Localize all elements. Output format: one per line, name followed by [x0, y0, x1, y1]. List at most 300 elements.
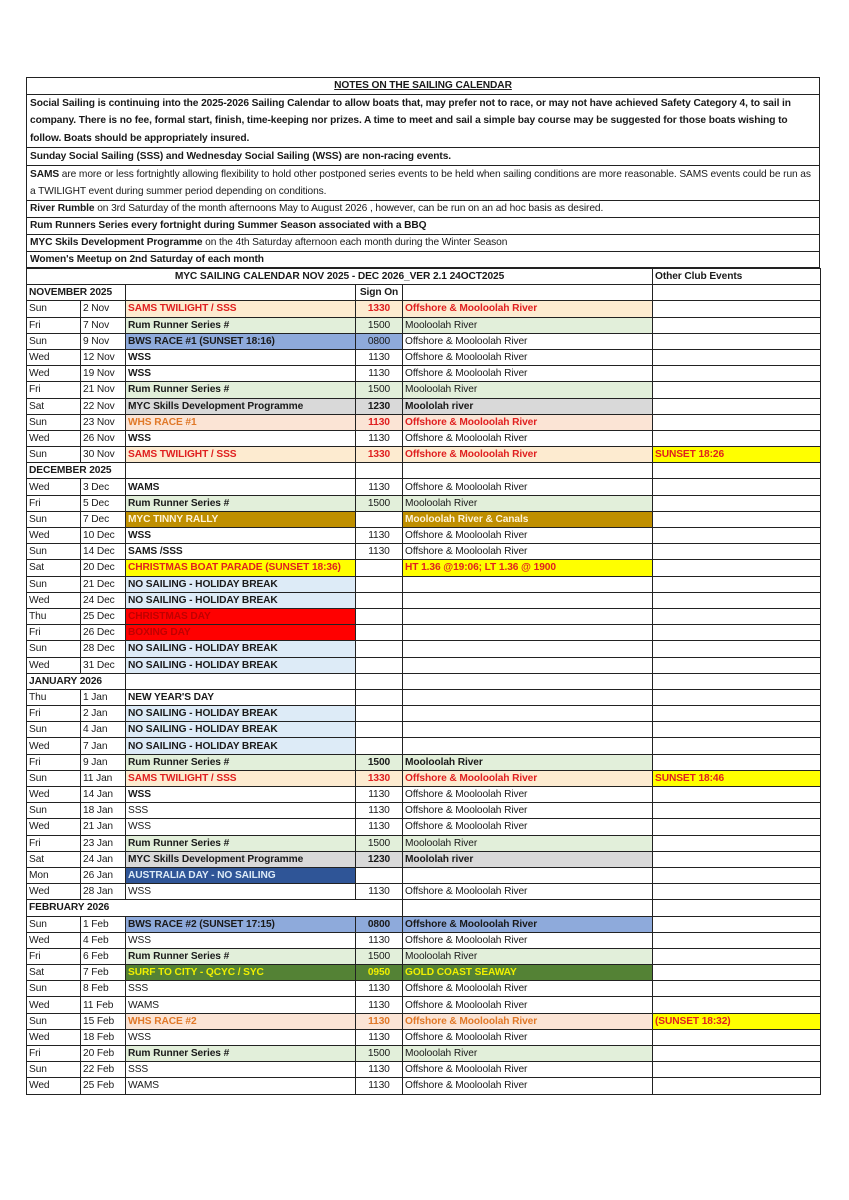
- event-cell: SSS: [126, 803, 356, 819]
- day-cell: Wed: [27, 479, 81, 495]
- day-cell: Fri: [27, 382, 81, 398]
- other-club-event-cell: [653, 706, 821, 722]
- other-club-event-cell: [653, 333, 821, 349]
- other-club-event-cell: SUNSET 18:46: [653, 770, 821, 786]
- sign-on-cell: 1130: [356, 479, 403, 495]
- location-cell: Offshore & Mooloolah River: [403, 1078, 653, 1094]
- date-cell: 11 Jan: [81, 770, 126, 786]
- day-cell: Thu: [27, 608, 81, 624]
- sign-on-cell: 1130: [356, 932, 403, 948]
- calendar-row: [27, 819, 821, 835]
- day-cell: Wed: [27, 366, 81, 382]
- sign-on-cell: 1230: [356, 851, 403, 867]
- day-cell: Sun: [27, 981, 81, 997]
- event-cell: WSS: [126, 366, 356, 382]
- sign-on-cell: 1130: [356, 1062, 403, 1078]
- sign-on-cell: [356, 625, 403, 641]
- event-cell: Rum Runner Series #: [126, 495, 356, 511]
- day-cell: Sat: [27, 398, 81, 414]
- location-cell: Mooloolah River: [403, 382, 653, 398]
- calendar-row: [27, 511, 821, 527]
- date-cell: 1 Jan: [81, 689, 126, 705]
- location-cell: Offshore & Mooloolah River: [403, 366, 653, 382]
- month-header-row: [27, 285, 821, 301]
- location-cell: GOLD COAST SEAWAY: [403, 965, 653, 981]
- calendar-row: [27, 333, 821, 349]
- event-cell: AUSTRALIA DAY - NO SAILING: [126, 867, 356, 883]
- day-cell: Wed: [27, 592, 81, 608]
- day-cell: Sun: [27, 803, 81, 819]
- sign-on-cell: 1130: [356, 430, 403, 446]
- date-cell: 31 Dec: [81, 657, 126, 673]
- other-club-events-header: Other Club Events: [653, 269, 821, 285]
- day-cell: Sat: [27, 851, 81, 867]
- day-cell: Wed: [27, 884, 81, 900]
- calendar-row: [27, 787, 821, 803]
- sign-on-header: Sign On: [356, 285, 403, 301]
- calendar-row: [27, 382, 821, 398]
- calendar-row: [27, 981, 821, 997]
- date-cell: 21 Jan: [81, 819, 126, 835]
- date-cell: 23 Jan: [81, 835, 126, 851]
- event-cell: MYC TINNY RALLY: [126, 511, 356, 527]
- empty-cell: [356, 673, 403, 689]
- date-cell: 22 Feb: [81, 1062, 126, 1078]
- calendar-row: [27, 641, 821, 657]
- calendar-row: [27, 592, 821, 608]
- date-cell: 19 Nov: [81, 366, 126, 382]
- other-club-event-cell: [653, 366, 821, 382]
- other-club-event-cell: [653, 301, 821, 317]
- calendar-row: [27, 803, 821, 819]
- day-cell: Fri: [27, 948, 81, 964]
- location-cell: Mooloolah River: [403, 495, 653, 511]
- other-club-event-cell: (SUNSET 18:32): [653, 1013, 821, 1029]
- location-cell: Offshore & Mooloolah River: [403, 333, 653, 349]
- date-cell: 7 Dec: [81, 511, 126, 527]
- day-cell: Sun: [27, 722, 81, 738]
- empty-cell: [653, 673, 821, 689]
- location-cell: Offshore & Mooloolah River: [403, 884, 653, 900]
- event-cell: MYC Skills Development Programme: [126, 398, 356, 414]
- location-cell: Offshore & Mooloolah River: [403, 349, 653, 365]
- day-cell: Sun: [27, 333, 81, 349]
- sign-on-cell: 1130: [356, 414, 403, 430]
- calendar-row: [27, 560, 821, 576]
- calendar-title: MYC SAILING CALENDAR NOV 2025 - DEC 2026_VER 2.1 24OCT2025: [27, 269, 653, 285]
- calendar-row: [27, 884, 821, 900]
- date-cell: 14 Jan: [81, 787, 126, 803]
- day-cell: Wed: [27, 349, 81, 365]
- location-cell: [403, 592, 653, 608]
- date-cell: 2 Nov: [81, 301, 126, 317]
- note-river-rumble: [27, 201, 819, 218]
- location-cell: Offshore & Mooloolah River: [403, 301, 653, 317]
- other-club-event-cell: [653, 738, 821, 754]
- month-header: DECEMBER 2025: [27, 463, 126, 479]
- calendar-row: [27, 738, 821, 754]
- day-cell: Wed: [27, 528, 81, 544]
- date-cell: 18 Feb: [81, 1029, 126, 1045]
- empty-cell: [126, 673, 356, 689]
- location-cell: [403, 576, 653, 592]
- location-cell: [403, 608, 653, 624]
- other-club-event-cell: [653, 592, 821, 608]
- day-cell: Fri: [27, 495, 81, 511]
- empty-cell: [403, 463, 653, 479]
- calendar-row: [27, 447, 821, 463]
- date-cell: 20 Feb: [81, 1046, 126, 1062]
- calendar-row: [27, 1046, 821, 1062]
- note-river-rumble-label: River Rumble: [30, 203, 95, 214]
- date-cell: 7 Feb: [81, 965, 126, 981]
- notes-title: NOTES ON THE SAILING CALENDAR: [27, 78, 819, 95]
- location-cell: Offshore & Mooloolah River: [403, 447, 653, 463]
- calendar-row: [27, 948, 821, 964]
- calendar-row: [27, 576, 821, 592]
- note-womens-meetup: Women's Meetup on 2nd Saturday of each month: [27, 252, 819, 268]
- sign-on-cell: [356, 560, 403, 576]
- day-cell: Wed: [27, 657, 81, 673]
- date-cell: 10 Dec: [81, 528, 126, 544]
- date-cell: 4 Feb: [81, 932, 126, 948]
- event-cell: WSS: [126, 819, 356, 835]
- sign-on-cell: 1500: [356, 382, 403, 398]
- other-club-event-cell: [653, 414, 821, 430]
- sign-on-cell: [356, 722, 403, 738]
- other-club-event-cell: [653, 560, 821, 576]
- date-cell: 9 Nov: [81, 333, 126, 349]
- date-cell: 24 Dec: [81, 592, 126, 608]
- day-cell: Mon: [27, 867, 81, 883]
- calendar-row: [27, 835, 821, 851]
- day-cell: Fri: [27, 625, 81, 641]
- date-cell: 26 Dec: [81, 625, 126, 641]
- other-club-event-cell: [653, 657, 821, 673]
- other-club-event-cell: [653, 835, 821, 851]
- event-cell: NO SAILING - HOLIDAY BREAK: [126, 576, 356, 592]
- calendar-row: [27, 706, 821, 722]
- note-sss-wss: Sunday Social Sailing (SSS) and Wednesday Social Sailing (WSS) are non-racing events.: [27, 148, 819, 166]
- month-header: JANUARY 2026: [27, 673, 126, 689]
- other-club-event-cell: [653, 317, 821, 333]
- sign-on-cell: 1130: [356, 1013, 403, 1029]
- event-cell: SAMS /SSS: [126, 544, 356, 560]
- month-header-row: [27, 673, 821, 689]
- location-cell: Offshore & Mooloolah River: [403, 981, 653, 997]
- empty-cell: [403, 900, 653, 916]
- location-cell: Mooloolah River: [403, 835, 653, 851]
- location-cell: Moololah river: [403, 851, 653, 867]
- location-cell: Moololah river: [403, 398, 653, 414]
- sign-on-cell: [356, 592, 403, 608]
- other-club-event-cell: [653, 981, 821, 997]
- date-cell: 15 Feb: [81, 1013, 126, 1029]
- other-club-event-cell: [653, 722, 821, 738]
- sign-on-cell: 1500: [356, 835, 403, 851]
- other-club-event-cell: [653, 819, 821, 835]
- date-cell: 8 Feb: [81, 981, 126, 997]
- day-cell: Sun: [27, 1013, 81, 1029]
- event-cell: NO SAILING - HOLIDAY BREAK: [126, 706, 356, 722]
- other-club-event-cell: [653, 965, 821, 981]
- event-cell: NO SAILING - HOLIDAY BREAK: [126, 738, 356, 754]
- day-cell: Fri: [27, 835, 81, 851]
- location-cell: Offshore & Mooloolah River: [403, 544, 653, 560]
- event-cell: SAMS TWILIGHT / SSS: [126, 770, 356, 786]
- sign-on-cell: 1500: [356, 495, 403, 511]
- location-cell: [403, 657, 653, 673]
- calendar-row: [27, 317, 821, 333]
- location-cell: Mooloolah River & Canals: [403, 511, 653, 527]
- date-cell: 5 Dec: [81, 495, 126, 511]
- sign-on-cell: 1500: [356, 948, 403, 964]
- sign-on-cell: 0800: [356, 916, 403, 932]
- event-cell: Rum Runner Series #: [126, 1046, 356, 1062]
- date-cell: 14 Dec: [81, 544, 126, 560]
- sign-on-cell: [356, 608, 403, 624]
- date-cell: 9 Jan: [81, 754, 126, 770]
- date-cell: 7 Nov: [81, 317, 126, 333]
- other-club-event-cell: [653, 608, 821, 624]
- event-cell: NEW YEAR'S DAY: [126, 689, 356, 705]
- sign-on-cell: [356, 511, 403, 527]
- other-club-event-cell: [653, 1029, 821, 1045]
- note-social-sailing: Social Sailing is continuing into the 2025-2026 Sailing Calendar to allow boats that, may prefer not to race, or may not have achieved Safety Category 4, to sail in company. There is no fee, formal start, finish, time-keeping nor prizes. A time to meet and sail a simple bay course may be suggested for those boats wishing to follow. Boats should be appropriately insured.: [27, 95, 819, 148]
- sign-on-cell: 1500: [356, 1046, 403, 1062]
- calendar-row: [27, 1013, 821, 1029]
- date-cell: 18 Jan: [81, 803, 126, 819]
- note-myc-skils-text: on the 4th Saturday afternoon each month during the Winter Season: [202, 237, 508, 248]
- event-cell: NO SAILING - HOLIDAY BREAK: [126, 592, 356, 608]
- calendar-row: [27, 495, 821, 511]
- other-club-event-cell: [653, 948, 821, 964]
- location-cell: [403, 738, 653, 754]
- day-cell: Wed: [27, 430, 81, 446]
- day-cell: Fri: [27, 1046, 81, 1062]
- date-cell: 7 Jan: [81, 738, 126, 754]
- event-cell: CHRISTMAS BOAT PARADE (SUNSET 18:36): [126, 560, 356, 576]
- event-cell: Rum Runner Series #: [126, 835, 356, 851]
- day-cell: Sun: [27, 641, 81, 657]
- day-cell: Sun: [27, 511, 81, 527]
- location-cell: Offshore & Mooloolah River: [403, 1013, 653, 1029]
- sign-on-cell: 1130: [356, 819, 403, 835]
- location-cell: Mooloolah River: [403, 1046, 653, 1062]
- month-header-row: [27, 900, 821, 916]
- other-club-event-cell: [653, 932, 821, 948]
- location-cell: Offshore & Mooloolah River: [403, 916, 653, 932]
- other-club-event-cell: [653, 495, 821, 511]
- day-cell: Fri: [27, 754, 81, 770]
- calendar-row: [27, 1029, 821, 1045]
- event-cell: WHS RACE #2: [126, 1013, 356, 1029]
- other-club-event-cell: [653, 528, 821, 544]
- other-club-event-cell: [653, 754, 821, 770]
- date-cell: 28 Dec: [81, 641, 126, 657]
- sign-on-cell: [356, 657, 403, 673]
- event-cell: MYC Skills Development Programme: [126, 851, 356, 867]
- calendar-row: [27, 754, 821, 770]
- day-cell: Fri: [27, 706, 81, 722]
- other-club-event-cell: [653, 382, 821, 398]
- location-cell: Offshore & Mooloolah River: [403, 997, 653, 1013]
- day-cell: Wed: [27, 738, 81, 754]
- calendar-row: [27, 1062, 821, 1078]
- calendar-row: [27, 916, 821, 932]
- calendar-row: [27, 722, 821, 738]
- calendar-row: [27, 867, 821, 883]
- month-header-row: [27, 463, 821, 479]
- event-cell: Rum Runner Series #: [126, 382, 356, 398]
- day-cell: Sat: [27, 560, 81, 576]
- event-cell: WSS: [126, 787, 356, 803]
- note-sams: [27, 166, 819, 201]
- other-club-event-cell: SUNSET 18:26: [653, 447, 821, 463]
- day-cell: Sun: [27, 916, 81, 932]
- event-cell: WSS: [126, 1029, 356, 1045]
- date-cell: 28 Jan: [81, 884, 126, 900]
- calendar-row: [27, 997, 821, 1013]
- date-cell: 26 Nov: [81, 430, 126, 446]
- other-club-event-cell: [653, 1046, 821, 1062]
- day-cell: Wed: [27, 997, 81, 1013]
- sign-on-cell: 1130: [356, 1029, 403, 1045]
- sailing-calendar-sheet: [26, 77, 820, 1095]
- notes-section: [26, 77, 820, 268]
- location-cell: Offshore & Mooloolah River: [403, 819, 653, 835]
- event-cell: SAMS TWILIGHT / SSS: [126, 447, 356, 463]
- other-club-event-cell: [653, 349, 821, 365]
- location-cell: Offshore & Mooloolah River: [403, 1062, 653, 1078]
- empty-cell: [653, 900, 821, 916]
- sign-on-cell: 1130: [356, 528, 403, 544]
- event-cell: Rum Runner Series #: [126, 317, 356, 333]
- location-cell: [403, 867, 653, 883]
- empty-cell: [403, 285, 653, 301]
- sign-on-cell: 1130: [356, 1078, 403, 1094]
- sign-on-cell: 1500: [356, 754, 403, 770]
- note-rum-runners: Rum Runners Series every fortnight during Summer Season associated with a BBQ: [27, 218, 819, 235]
- other-club-event-cell: [653, 511, 821, 527]
- date-cell: 4 Jan: [81, 722, 126, 738]
- date-cell: 23 Nov: [81, 414, 126, 430]
- other-club-event-cell: [653, 398, 821, 414]
- sign-on-cell: 1130: [356, 787, 403, 803]
- event-cell: WSS: [126, 528, 356, 544]
- event-cell: Rum Runner Series #: [126, 948, 356, 964]
- date-cell: 21 Dec: [81, 576, 126, 592]
- other-club-event-cell: [653, 430, 821, 446]
- calendar-row: [27, 625, 821, 641]
- location-cell: Offshore & Mooloolah River: [403, 932, 653, 948]
- event-cell: SSS: [126, 1062, 356, 1078]
- location-cell: Mooloolah River: [403, 948, 653, 964]
- note-sams-label: SAMS: [30, 169, 60, 180]
- other-club-event-cell: [653, 625, 821, 641]
- date-cell: 25 Dec: [81, 608, 126, 624]
- note-sams-text: are more or less fortnightly allowing flexibility to hold other postponed series events to be held when sailing conditions are more reasonable. SAMS events could be run as a TWILIGHT event during summer period depending on conditions.: [30, 169, 811, 197]
- event-cell: BOXING DAY: [126, 625, 356, 641]
- date-cell: 11 Feb: [81, 997, 126, 1013]
- other-club-event-cell: [653, 576, 821, 592]
- calendar-row: [27, 689, 821, 705]
- event-cell: WSS: [126, 349, 356, 365]
- location-cell: Offshore & Mooloolah River: [403, 803, 653, 819]
- date-cell: 1 Feb: [81, 916, 126, 932]
- sign-on-cell: [356, 689, 403, 705]
- calendar-row: [27, 932, 821, 948]
- date-cell: 2 Jan: [81, 706, 126, 722]
- day-cell: Wed: [27, 1029, 81, 1045]
- day-cell: Wed: [27, 932, 81, 948]
- day-cell: Wed: [27, 787, 81, 803]
- location-cell: Offshore & Mooloolah River: [403, 479, 653, 495]
- location-cell: [403, 706, 653, 722]
- event-cell: NO SAILING - HOLIDAY BREAK: [126, 641, 356, 657]
- other-club-event-cell: [653, 803, 821, 819]
- day-cell: Sun: [27, 414, 81, 430]
- location-cell: [403, 689, 653, 705]
- empty-cell: [653, 463, 821, 479]
- event-cell: WAMS: [126, 1078, 356, 1094]
- event-cell: NO SAILING - HOLIDAY BREAK: [126, 657, 356, 673]
- date-cell: 21 Nov: [81, 382, 126, 398]
- other-club-event-cell: [653, 544, 821, 560]
- sign-on-cell: 0800: [356, 333, 403, 349]
- sign-on-cell: 0950: [356, 965, 403, 981]
- sign-on-cell: 1330: [356, 770, 403, 786]
- sign-on-cell: 1130: [356, 981, 403, 997]
- date-cell: 6 Feb: [81, 948, 126, 964]
- event-cell: SAMS TWILIGHT / SSS: [126, 301, 356, 317]
- event-cell: BWS RACE #2 (SUNSET 17:15): [126, 916, 356, 932]
- sign-on-cell: 1230: [356, 398, 403, 414]
- sign-on-cell: 1130: [356, 349, 403, 365]
- day-cell: Sun: [27, 544, 81, 560]
- date-cell: 24 Jan: [81, 851, 126, 867]
- empty-cell: [126, 285, 356, 301]
- other-club-event-cell: [653, 916, 821, 932]
- date-cell: 25 Feb: [81, 1078, 126, 1094]
- calendar-row: [27, 349, 821, 365]
- location-cell: Offshore & Mooloolah River: [403, 430, 653, 446]
- location-cell: [403, 641, 653, 657]
- empty-cell: [403, 673, 653, 689]
- sign-on-cell: 1130: [356, 997, 403, 1013]
- calendar-row: [27, 366, 821, 382]
- day-cell: Sun: [27, 447, 81, 463]
- note-myc-skils-label: MYC Skils Development Programme: [30, 237, 203, 248]
- event-cell: WSS: [126, 430, 356, 446]
- sign-on-cell: [356, 576, 403, 592]
- date-cell: 26 Jan: [81, 867, 126, 883]
- calendar-row: [27, 544, 821, 560]
- event-cell: WAMS: [126, 479, 356, 495]
- location-cell: HT 1.36 @19:06; LT 1.36 @ 1900: [403, 560, 653, 576]
- calendar-row: [27, 398, 821, 414]
- location-cell: Offshore & Mooloolah River: [403, 528, 653, 544]
- sign-on-cell: [356, 641, 403, 657]
- day-cell: Wed: [27, 1078, 81, 1094]
- calendar-row: [27, 770, 821, 786]
- event-cell: WHS RACE #1: [126, 414, 356, 430]
- event-cell: WSS: [126, 932, 356, 948]
- note-river-rumble-text: on 3rd Saturday of the month afternoons May to August 2026 , however, can be run on an ad hoc basis as desired.: [94, 203, 604, 214]
- event-cell: WSS: [126, 884, 356, 900]
- calendar-row: [27, 414, 821, 430]
- event-cell: WAMS: [126, 997, 356, 1013]
